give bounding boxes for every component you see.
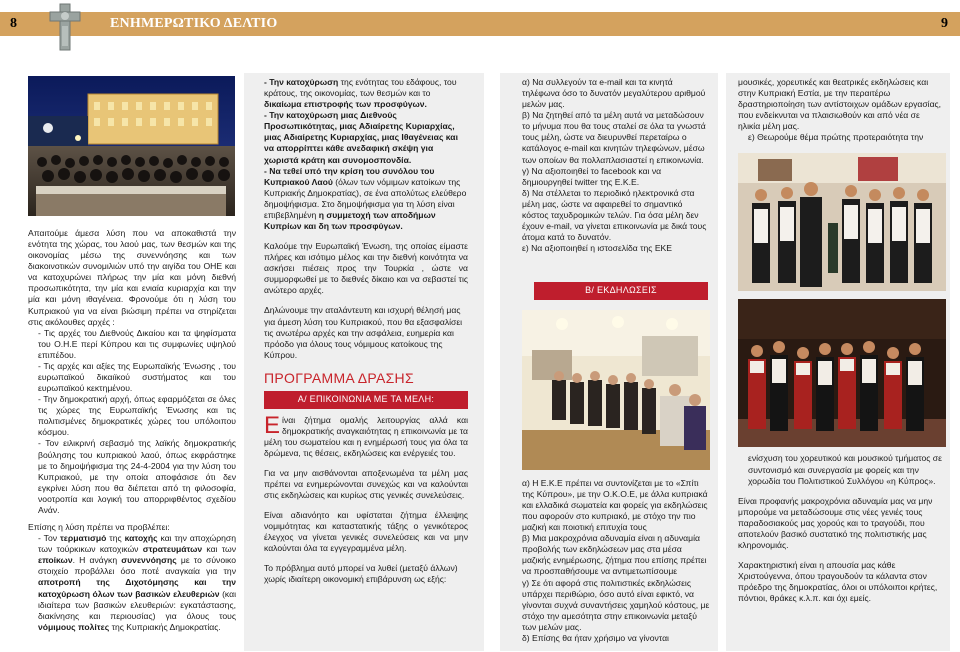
night-square-photo <box>28 76 235 216</box>
cross-logo-icon <box>48 2 82 52</box>
newsletter-title: ΕΝΗΜΕΡΩΤΙΚΟ ΔΕΛΤΙΟ <box>110 16 278 31</box>
list-item: γ) Σε ότι αφορά στις πολιτιστικές εκδηλώσεις υπάρχει περιθώριο, όσο αυτό είναι εφικτό, να γίνονται συχνά συναντήσεις χαμηλού κόστους, με στόχο την αμεσότητα στην επικοινωνία μεταξύ των μελών μας. <box>522 577 710 632</box>
list-item: γ) Να αξιοποιηθεί το facebook και να δημιουργηθεί twitter της Ε.Κ.Ε. <box>522 165 662 187</box>
list-item: β) Μια μακροχρόνια αδυναμία είναι η αδυναμία προβολής των εκδηλώσεων μας στα μέσα μαζικής ενημέρωσης, ζήτημα που επίσης πρέπει να προσπαθήσουμε να αντιμετωπίσουμε <box>522 533 707 577</box>
page-number-left: 8 <box>10 16 17 31</box>
principle-item: - Τις αρχές και αξίες της Ευρωπαϊκής Ένωσης , του ευρωπαϊκού δικαιϊκού συστήματος και του ευρωπαϊκού κεκτημένου. <box>38 360 236 394</box>
requirements-paragraph: - Τον τερματισμό της κατοχής και την αποχώρηση των τούρκικων κατοχικών στρατευμάτων και των εποίκων. Η ανάγκη συνεννόησης με το σύνοικο στοιχείο προβάλλει όσο ποτέ αναγκαία για την αποτροπή της Διχοτόμησης και την κατοχύρωση όλων των βασικών ελευθεριών (και ιδιαίτερα των βασικών ελευθεριών: εγκατάστασης, διακίνησης και περιουσίας) για όλους τους νόμιμους πολίτες της Κυπριακής Δημοκρατίας. <box>38 533 236 632</box>
list-item: δ) Να στέλλεται το περιοδικό ηλεκτρονικά στα μέλη μας, ώστε να αφαιρεθεί το σημαντικό κόστος ταχυδρομικών τελών. Για όσα μέλη δεν έχουν e-mail, να γίνεται επικοινωνία με δικά τους άτομα κατά το δυνατόν. <box>522 187 707 243</box>
list-item: β) Να ζητηθεί από τα μέλη αυτά να μεταδώσουν το μήνυμα που θα τους σταλεί σε όλα τα γνωστά τους μέλη, ώστε να διευρυνθεί περεταίρω ο κατάλογος e-mail και κινητών τηλεφώνων, μέσω των οποίων θα πολλαπλασιαστεί η επικοινωνία. <box>522 110 706 165</box>
paragraph: - Να τεθεί υπό την κρίση του συνόλου του Κυπριακού Λαού (όλων των νόμιμων κατοίκων της Κυπριακής Δημοκρατίας), σε ένα απολύτως ελεύθερο δημοψήφισμα. Στο δημοψήφισμα για τη λύση είναι επιβεβλημένη η συμμετοχή των αποδήμων Κυπρίων και δη των προσφύγων. <box>264 165 467 232</box>
principle-item: - Τις αρχές του Διεθνούς Δικαίου και τα ψηφίσματα του Ο.Η.Ε περί Κύπρου και τις συμφωνίες υψηλού επιπέδου. <box>38 327 236 360</box>
column-4 <box>726 73 950 651</box>
paragraph: - Την κατοχύρωση μιας Διεθνούς Προσωπικότητας, μιας Αδιαίρετης Κυριαρχίας, μιας Αδιαίρετης Κυριαρχίας, μιας Ιθαγένειας και να απορρίπτει κάθε ανεδαφική σκέψη για χωριστά κράτη και συνομοσπονδία. <box>264 110 458 165</box>
column-3 <box>500 73 718 651</box>
list-item: α) Η Ε.Κ.Ε πρέπει να συντονίζεται με το «Σπίτι της Κύπρου», με την Ο.Κ.Ο.Ε, με άλλα κυπριακά και ελλαδικά σωματεία και φορείς για εκδηλώσεις που αφορούν στο κυπριακό, με στόχο την πιο μαζική και ποιοτική επιτυχία τους <box>522 477 708 533</box>
list-item: ε) Να αξιοποιηθεί η ιστοσελίδα της ΕΚΕ <box>522 243 673 254</box>
paragraph: ενίσχυση του χορευτικού και μουσικού τμήματος σε συντονισμό και συνεργασία με φορείς και την χορωδία του Πολιτιστικού Συλλόγου «η Κύπρος». <box>748 453 942 486</box>
column-1-text <box>28 228 236 633</box>
intro-paragraph: Απαιτούμε άμεσα λύση που να αποκαθιστά την ενότητα της χώρας, του λαού μας, των θεσμών και της οικονομίας μέσω της συνεννόησης και των διακοινοτικών συνομιλιών υπό την αιγίδα του ΟΗΕ και να κατοχυρώνει πλήρως την μία και μόνη διεθνή προσωπικότητα, την μία και ενιαία κυριαρχία και την μία και μόνη ιθαγένεια. Φρονούμε ότι η λύση του Κυπριακού για να είναι βιώσιμη πρέπει να στηρίζεται στις ακόλουθες αρχές : <box>28 228 236 327</box>
hall-audience-photo <box>522 310 710 470</box>
choir-photo <box>738 153 946 291</box>
column-2 <box>244 73 484 651</box>
paragraph: Χαρακτηριστική είναι η απουσία μας κάθε Χριστούγεννα, όπου τραγουδούν τα κάλαντα στον πρόεδρο της δημοκρατίας, όλοι οι υπόλοιποι κρήτες, πόντιοι, θράκες κ.λ.π. και όχι εμείς. <box>738 560 938 604</box>
drop-cap: Ε <box>264 411 281 439</box>
paragraph: Καλούμε την Ευρωπαϊκή Ένωση, της οποίας είμαστε πλήρες και ισότιμο μέλος και την διεθνή κοινότητα να ασκήσει πιέσεις προς την Τουρκία , ώστε να συμμορφωθεί με το διεθνές δίκαιο και να σεβαστεί τις ανώτερο αρχές. <box>264 241 468 296</box>
section-bar-communication: Α/ ΕΠΙΚΟΙΝΩΝΙΑ ΜΕ ΤΑ ΜΕΛΗ: <box>264 391 468 409</box>
list-item: α) Να συλλεγούν τα e-mail και τα κινητά τηλέφωνα όσο το δυνατόν μεγαλύτερου αριθμού μελών μας. <box>522 77 706 110</box>
principle-item: - Τον ειλικρινή σεβασμό της λαϊκής δημοκρατικής βούλησης του κυπριακού λαού, όπως εκφράστηκε με το δημοψήφισμα της 24-4-2004 για την λύση του Κυπριακού, με την οποία αποφάσισε ότι δεν εγκρίνει λύση που θα διέπεται από τη φιλοσοφία, νοοτροπία και λογική του απορριφθέντος σχεδίου Ανάν. <box>38 438 236 515</box>
list-item: ε) Θεωρούμε θέμα πρώτης προτεραιότητα την <box>748 132 924 143</box>
paragraph: μουσικές, χορευτικές και θεατρικές εκδηλώσεις και στην Κυπριακή Εστία, με την περαιτέρω δραστηριοποίηση των αντίστοιχων ομάδων εργασίας, που ενδείκνυται να πλαισιωθούν και από νέα σε ηλικία μέλη μας. <box>738 77 942 132</box>
paragraph: Το πρόβλημα αυτό μπορεί να λυθεί (μεταξύ άλλων) χωρίς ιδιαίτερη οικονομική επιβάρυνση ως εξής: <box>264 563 458 585</box>
folk-dancers-photo <box>738 299 946 447</box>
requirements-intro: Επίσης η λύση πρέπει να προβλέπει: <box>28 522 170 533</box>
paragraph: Είναι αδιανόητο και υφίσταται ζήτημα έλλειψης νομιμότητας και καταστατικής τάξης ο γενικότερος έλεγχος να γίνεται γενικές συνελεύσεις και να μην καλούνται όλα τα εγγεγραμμένα μέλη. <box>264 510 468 554</box>
list-item: δ) Επίσης θα ήταν χρήσιμο να γίνονται <box>522 632 669 643</box>
paragraph: Είναι ζήτημα ομαλής λειτουργίας αλλά και δημοκρατικής αναγκαιότητας η επικοινωνία με τα μέλη του σωματείου και η ενημέρωσή τους για όλα τα δρώμενα, τις θέσεις, εκδηλώσεις και ενέργειές του. <box>264 411 468 458</box>
program-title: ΠΡΟΓΡΑΜΜΑ ΔΡΑΣΗΣ <box>264 369 414 386</box>
paragraph: Είναι προφανής μακροχρόνια αδυναμία μας να μην μπορούμε να μεταδώσουμε στις νέες γενιές τους παραδοσιακούς μας χορούς και το τραγούδι, που αποτελούν βασικό συστατικό της πολιτιστικής μας κληρονομιάς. <box>738 495 933 551</box>
paragraph: - Την κατοχύρωση της ενότητας του εδάφους, του κράτους, της οικονομίας, των θεσμών και το δικαίωμα επιστροφής των προσφύγων. <box>264 77 457 110</box>
paragraph: Για να μην αισθάνονται αποξενωμένα τα μέλη μας πρέπει να ενημερώνονται συνεχώς και να καλούνται στις εκδηλώσεις και κυρίως στις γενικές συνελεύσεις. <box>264 467 468 500</box>
page-number-right: 9 <box>941 16 948 31</box>
principle-item: - Την δημοκρατική αρχή, όπως εφαρμόζεται σε όλες τις χώρες της Ευρωπαϊκής Ένωσης και τις πολιτισμένες δημοκρατικές χώρες του υπόλοιπου κόσμου. <box>38 394 236 438</box>
header-bar <box>0 12 960 36</box>
section-bar-events: Β/ ΕΚΔΗΛΩΣΕΙΣ <box>534 282 708 300</box>
paragraph: Δηλώνουμε την αταλάντευτη και ισχυρή θέλησή μας για άμεση λύση του Κυπριακού, που θα εξασφαλίσει τις ανωτέρω αρχές και την ασφάλεια, ευημερία και πρόοδο για όλους τους νόμιμους κατοίκους της Κύπρου. <box>264 305 463 360</box>
